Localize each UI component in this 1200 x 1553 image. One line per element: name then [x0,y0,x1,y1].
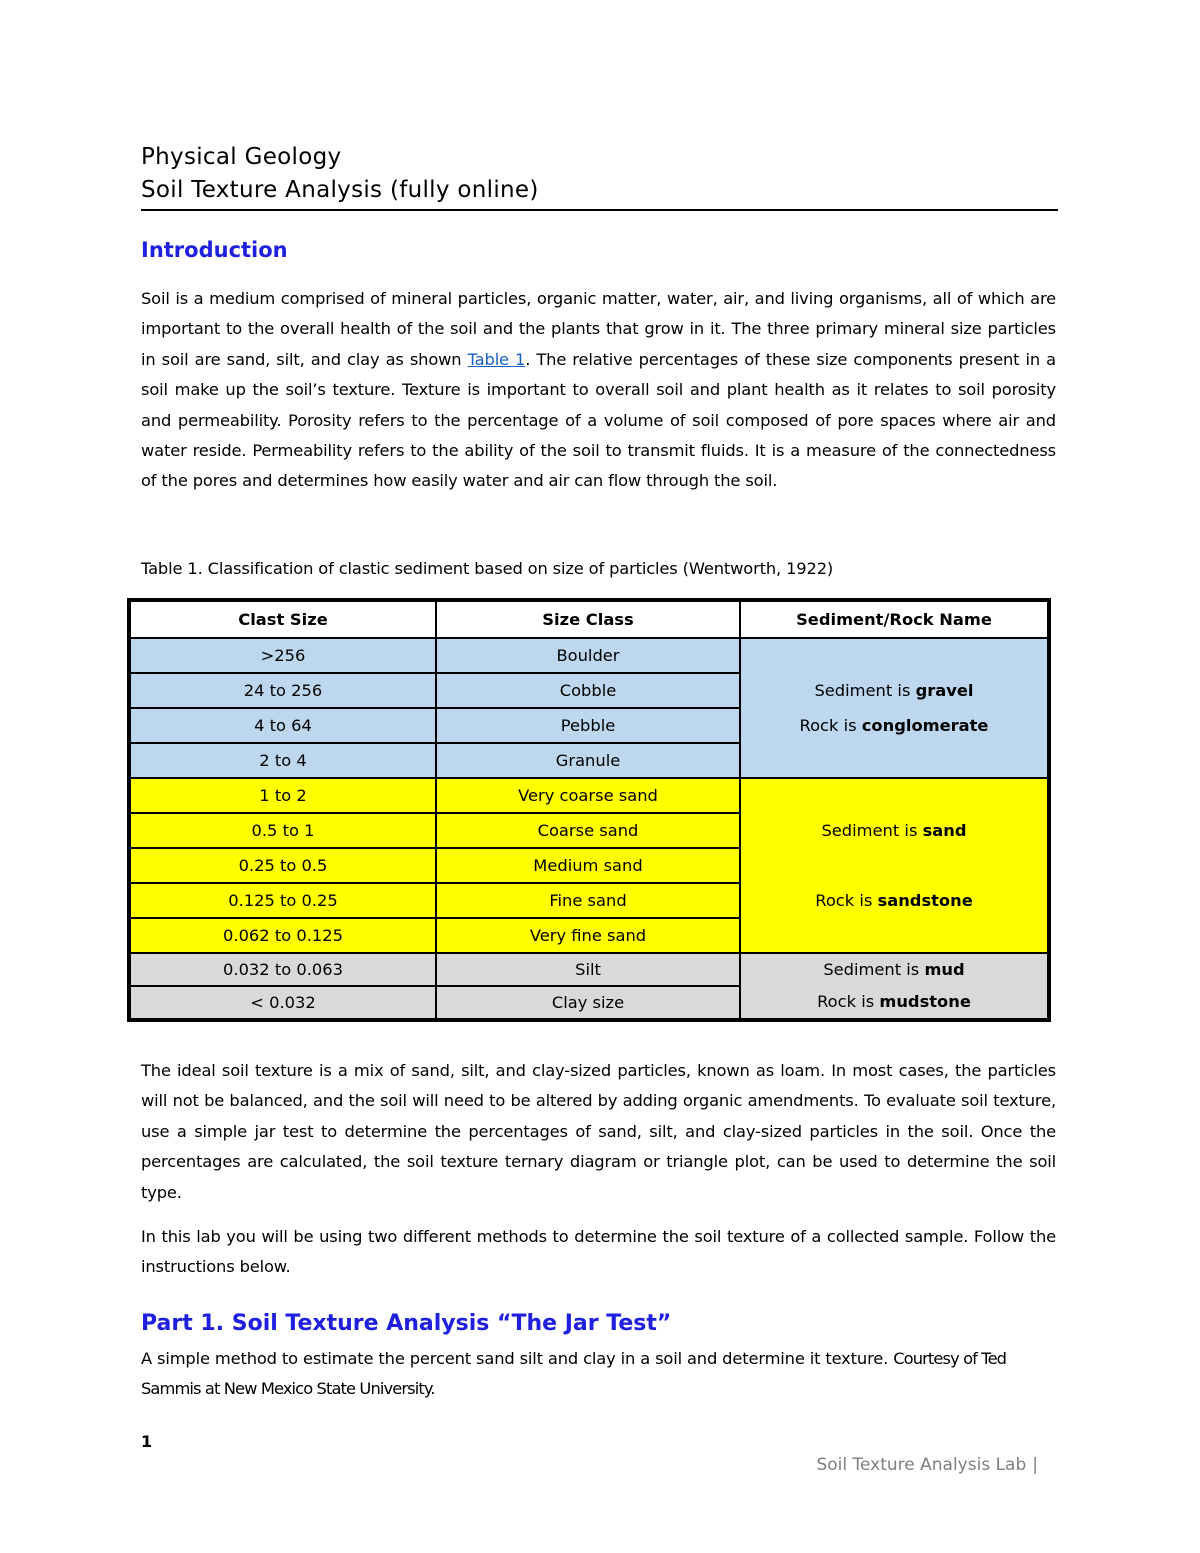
table-caption: Table 1. Classification of clastic sediment based on size of particles (Wentworth, 1922) [141,559,834,578]
introduction-paragraph [141,284,1056,497]
introduction-heading: Introduction [141,238,288,262]
clast-size-cell: 0.125 to 0.25 [129,883,436,918]
table-row [129,778,1049,813]
lab-instructions-paragraph: In this lab you will be using two different methods to determine the soil texture of a collected sample. Follow the instructions below. [141,1227,1056,1277]
table-row [129,953,1049,986]
table-1-link[interactable]: Table 1 [467,349,526,369]
size-class-cell: Fine sand [436,883,740,918]
intro-text-2: . The relative percentages of these size components present in a soil make up the soil’s texture. Texture is important to overall soil and plant health as it relates to soil porosity and permeability. Porosity refers to the percentage of a volume of soil composed of pore spaces where air and water reside. Permeability refers to the ability of the soil to transmit fluids. It is a measure of the connectedness of the pores and determines how easily water and air can flow through the soil. [141,349,1056,491]
size-class-cell: Cobble [436,673,740,708]
clast-size-cell: 4 to 64 [129,708,436,743]
loam-paragraph: The ideal soil texture is a mix of sand, silt, and clay-sized particles, known as loam. In most cases, the particles will not be balanced, and the soil will need to be altered by adding organic amendments. To evaluate soil texture, use a simple jar test to determine the percentages of sand, silt, and clay-sized particles in the soil. Once the percentages are calculated, the soil texture ternary diagram or triangle plot, can be used to determine the soil type. [141,1061,1056,1202]
clast-size-cell: 24 to 256 [129,673,436,708]
clast-size-cell: 0.062 to 0.125 [129,918,436,953]
clast-size-cell: < 0.032 [129,986,436,1020]
size-class-cell: Granule [436,743,740,778]
title-block [141,141,1058,211]
sediment-classification-table [127,598,1051,1022]
gravel-name-cell [740,638,1049,778]
document-title: Soil Texture Analysis (fully online) [141,177,539,203]
clast-size-cell: 2 to 4 [129,743,436,778]
footer-separator: | [1032,1455,1038,1475]
part-1-paragraph [141,1344,1056,1404]
size-class-cell: Clay size [436,986,740,1020]
part-1-heading: Part 1. Soil Texture Analysis “The Jar Test” [141,1311,672,1336]
mud-sediment-line: Sediment is mud [823,960,965,979]
course-title: Physical Geology [141,144,342,170]
page-number: 1 [141,1432,153,1451]
sand-name-cell [740,778,1049,953]
column-header-sediment-rock-name: Sediment/Rock Name [740,600,1049,638]
mud-name-cell [740,953,1049,1020]
table-row [129,638,1049,673]
part-1-text: A simple method to estimate the percent sand silt and clay in a soil and determine it texture. [141,1349,894,1368]
intro-text-1: Soil is a medium comprised of mineral particles, organic matter, water, air, and living organisms, all of which are important to the overall health of the soil and the plants that grow in it. The three primary mineral size particles in soil are sand, silt, and clay as shown [141,289,1056,369]
running-title: Soil Texture Analysis Lab [816,1455,1027,1475]
clast-size-cell: 0.032 to 0.063 [129,953,436,986]
size-class-cell: Silt [436,953,740,986]
sand-rock-line: Rock is sandstone [815,890,973,910]
running-footer [816,1455,1038,1475]
column-header-size-class: Size Class [436,600,740,638]
column-header-clast-size: Clast Size [129,600,436,638]
clast-size-cell: 0.25 to 0.5 [129,848,436,883]
courtesy-text: Courtesy of Ted Sammis at New Mexico State University. [141,1349,1007,1398]
clast-size-cell: >256 [129,638,436,673]
size-class-cell: Pebble [436,708,740,743]
gravel-rock-line: Rock is conglomerate [799,716,989,735]
size-class-cell: Coarse sand [436,813,740,848]
clast-size-cell: 0.5 to 1 [129,813,436,848]
mud-rock-line: Rock is mudstone [817,992,971,1011]
clast-size-cell: 1 to 2 [129,778,436,813]
size-class-cell: Medium sand [436,848,740,883]
size-class-cell: Boulder [436,638,740,673]
sand-sediment-line: Sediment is sand [821,820,967,840]
size-class-cell: Very fine sand [436,918,740,953]
gravel-sediment-line: Sediment is gravel [814,681,974,700]
size-class-cell: Very coarse sand [436,778,740,813]
